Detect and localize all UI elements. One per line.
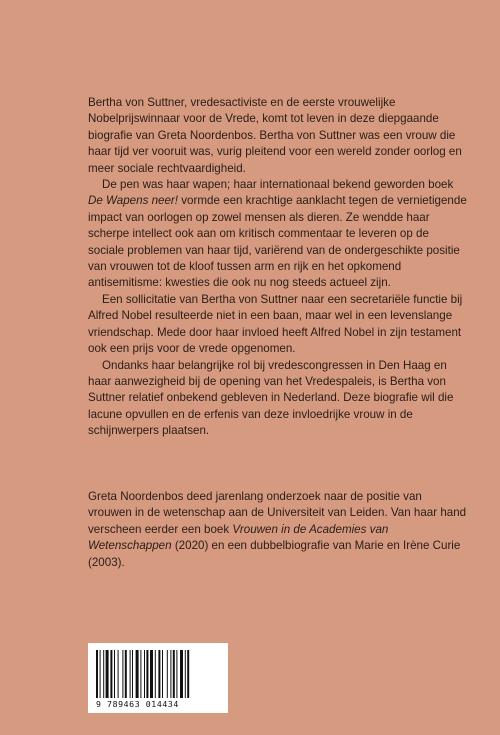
barcode-bar <box>167 650 168 698</box>
barcode-bar <box>118 650 119 698</box>
barcode-bar <box>110 650 112 698</box>
blurb-paragraph-3: Een sollicitatie van Bertha von Suttner naar een secretariële functie bij Alfred Nobel resulteerde niet in een baan, maar wel in een levenslange vriendschap. Mede door haar invloed heeft Alfred Nobel in zijn testament ook een prijs voor de vrede opgenomen. <box>88 292 463 356</box>
barcode-bar <box>100 650 101 698</box>
barcode-bar <box>185 650 186 698</box>
blurb-paragraph-1: Bertha von Suttner, vredesactiviste en de eerste vrouwelijke Nobelprijswinnaar voor de Vrede, komt tot leven in deze diepgaande biografie van Greta Noordenbos. Bertha von Suttner was een vrouw die haar tijd ver vooruit was, vurig pleitend voor een wereld zonder oorlog en meer sociale rechtvaardigheid. <box>88 96 462 175</box>
barcode-bar <box>106 650 109 698</box>
barcode-bar <box>180 650 183 698</box>
blurb-paragraph-2: De pen was haar wapen; haar internationaal bekend geworden boek De Wapens neer! vormde een krachtige aanklacht tegen de vernietigende impact van oorlogen op zowel mensen als dieren. Ze wendde haar scherpe intellect ook aan om kritisch commentaar te leveren op de sociale problemen van haar tijd, variërend van de ondergeschikte positie van vrouwen tot de kloof tussen arm en rijk en het opkomend antisemitisme: kwesties die ook nu nog steeds actueel zijn. <box>88 178 467 290</box>
barcode-bar <box>187 650 189 698</box>
isbn-barcode <box>88 643 228 713</box>
barcode-bar <box>162 650 163 698</box>
author-bio-paragraph: Greta Noordenbos deed jarenlang onderzoek naar de positie van vrouwen in de wetenschap aan de Universiteit van Leiden. Van haar hand verscheen eerder een boek Vrouwen in de Academies van Wetenschappen (2020) en een dubbelbiografie van Marie en Irène Curie (2003). <box>88 490 467 569</box>
barcode-bar <box>96 650 98 698</box>
author-bio <box>88 489 468 571</box>
barcode-bar <box>130 650 131 698</box>
barcode-bar <box>176 650 177 698</box>
barcode-bar <box>170 650 171 698</box>
barcode-bars <box>96 650 220 698</box>
blurb-paragraph-4: Ondanks haar belangrijke rol bij vredescongressen in Den Haag en haar aanwezigheid bij de opening van het Vredespaleis, is Bertha von Suttner relatief onbekend gebleven in Nederland. Deze biografie wil die lacune opvullen en de erfenis van deze invloedrijke vrouw in de schijnwerpers plaatsen. <box>88 358 454 438</box>
book-title-de-wapens-neer: De Wapens neer! <box>88 194 179 208</box>
barcode-bar <box>103 650 104 698</box>
barcode-bar <box>140 650 141 698</box>
book-title-vrouwen-academies: Vrouwen in de Academies van Wetenschappen <box>88 522 389 553</box>
barcode-bar <box>173 650 175 698</box>
barcode-bar <box>114 650 115 698</box>
barcode-bar <box>122 650 123 698</box>
barcode-bar <box>144 650 145 698</box>
barcode-bar <box>150 650 153 698</box>
barcode-bar <box>158 650 160 698</box>
barcode-bar <box>125 650 127 698</box>
isbn-number: 9 789463 014434 <box>96 699 179 709</box>
barcode-bar <box>146 650 148 698</box>
blurb-text <box>88 95 468 440</box>
barcode-bar <box>136 650 139 698</box>
barcode-bar <box>155 650 156 698</box>
barcode-bar <box>132 650 133 698</box>
